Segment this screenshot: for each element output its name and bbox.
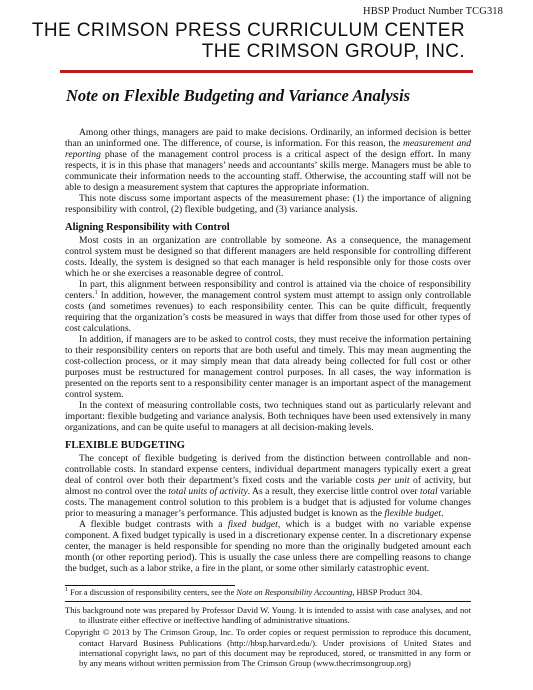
section-2-paragraph-1: The concept of flexible budgeting is derived from the distinction between controllable and non-controllable costs. In standard expense centers, individual department managers typically exert a great deal of control over both their department’s fixed costs and the variable costs per unit of activity, but almost no control over the total units of activity. As a result, they exercise little control over total variable costs. The management control solution to this problem is a budget that is adjusted for volume changes prior to measuring a manager’s performance. This adjusted budget is known as the flexible budget.	[65, 453, 471, 519]
document-title: Note on Flexible Budgeting and Variance Analysis	[66, 86, 411, 105]
product-number: HBSP Product Number TCG318	[363, 6, 503, 17]
org-name-line-2: THE CRIMSON GROUP, INC.	[201, 41, 465, 62]
intro-paragraph-2: This note discuss some important aspects of the measurement phase: (1) the importance of aligning responsibility with control, (2) flexible budgeting, and (3) variance analysis.	[65, 193, 471, 215]
section-2-paragraph-2: A flexible budget contrasts with a fixed budget, which is a budget with no variable expense component. A fixed budget typically is used in a discretionary expense center. In a discretionary expense center, the manager is held responsible for spending no more than the originally budgeted amount each month (or other reporting period). This is usually the case unless there are compelling reasons to change the budget, such as a labor strike, a fire in the plant, or some other similarly catastrophic event.	[65, 519, 471, 574]
footer-divider	[65, 601, 471, 602]
section-1-paragraph-2: In part, this alignment between responsibility and control is attained via the choice of responsibility centers.$^1$ In addition, however, the management control system must attempt to assign only controllable costs (and sometimes revenues) to each responsibility center. This can be quite difficult, frequently requiring that the organization’s costs be measured in ways that differ from those used for other types of cost calculations.	[65, 279, 471, 334]
footnote: $^1$ For a discussion of responsibility centers, see the Note on Responsibility Accounting, HBSP Product 304.	[65, 587, 423, 597]
document-body	[65, 127, 471, 574]
section-1-paragraph-3: In addition, if managers are to be asked to control costs, they must receive the information pertaining to their responsibility centers on reports that are both useful and timely. This may mean augmenting the cost-collection process, or it may simply mean that data already being collected for full cost or other purposes must be restructured for management control purposes. In all cases, the way information is presented on the reports sent to a responsibility center manager is an important aspect of the management control system.	[65, 334, 471, 400]
footnote-marker: 1	[94, 290, 98, 296]
preparation-note: This background note was prepared by Professor David W. Young. It is intended to assist with case analyses, and not to illustrate either effective or ineffective handling of administrative situations.	[65, 605, 471, 626]
header-divider	[60, 70, 473, 73]
footnote-divider	[65, 585, 235, 586]
section-1-paragraph-4: In the context of measuring controllable costs, two techniques stand out as particularly relevant and important: flexible budgeting and variance analysis. Both techniques have been used extensively in many organizations, and can be quite useful to managers at all decision-making levels.	[65, 400, 471, 433]
section-1-paragraph-1: Most costs in an organization are controllable by someone. As a consequence, the management control system must be designed so that different managers are held responsible for controlling different costs. Ideally, the system is designed so that each manager is held responsible only for those costs over which he or she exercises a reasonable degree of control.	[65, 235, 471, 279]
org-name-line-1: THE CRIMSON PRESS CURRICULUM CENTER	[31, 20, 465, 41]
copyright-notice: Copyright © 2013 by The Crimson Group, Inc. To order copies or request permission to reproduce this document, contact Harvard Business Publications (http://hbsp.harvard.edu/). Under provisions of United States and international copyright laws, no part of this document may be reproduced, stored, or transmitted in any form or by any means without written permission from The Crimson Group (www.thecrimsongroup.org)	[65, 627, 471, 669]
intro-paragraph-1: Among other things, managers are paid to make decisions. Ordinarily, an informed decision is better than an uninformed one. The difference, of course, is information. For this reason, the measurement and reporting phase of the management control process is a critical aspect of the design effort. In many respects, it is in this phase that managers’ needs and accountants’ skills merge. Managers must be able to communicate their information needs to the accounting staff. Otherwise, the accounting staff will not be able to design a measurement system that captures the appropriate information.	[65, 127, 471, 193]
section-heading-aligning: Aligning Responsibility with Control	[65, 222, 230, 233]
footer	[65, 605, 471, 668]
section-heading-flexible-budgeting: FLEXIBLE BUDGETING	[65, 440, 185, 451]
